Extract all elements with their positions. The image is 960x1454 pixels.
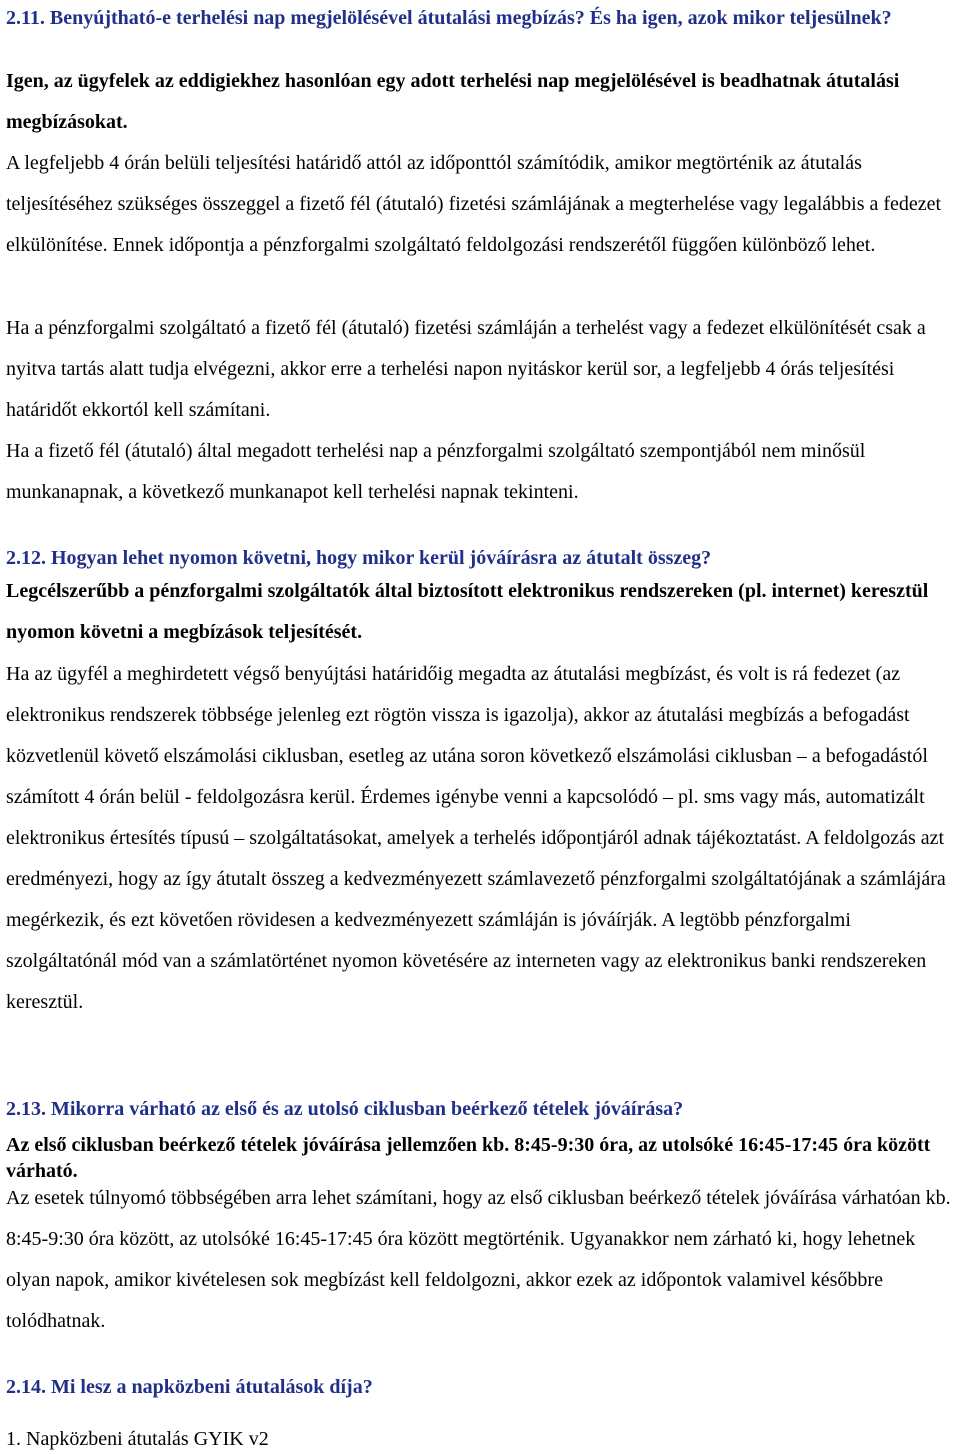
section-paragraph-2-12-1: Ha az ügyfél a meghirdetett végső benyújtási határidőig megadta az átutalási megbízást, és volt is rá fedezet (az elektronikus rendszerek többsége jelenleg ezt rögtön vissza is igazolja), akkor az átutalási megbízás a befogadást közvetlenül követő elszámolási ciklusban, esetleg az utána soron következő elszámolási ciklusban – a befogadástól számított 4 órán belül - feldolgozásra kerül. Érdemes igénybe venni a kapcsolódó – pl. sms vagy más, automatizált elektronikus értesítés típusú – szolgáltatásokat, amelyek a terhelés időpontjáról adnak tájékoztatást. A feldolgozás azt eredményezi, hogy az így átutalt összeg a kedvezményezett számlavezető pénzforgalmi szolgáltatójának a számlájára megérkezik, és ezt követően rövidesen a kedvezményezett számláján is jóváírják. A legtöbb pénzforgalmi szolgáltatónál mód van a számlatörténet nyomon követésére az interneten vagy az elektronikus banki rendszereken keresztül. <box>6 663 946 1013</box>
section-paragraph-2-11-1: A legfeljebb 4 órán belüli teljesítési határidő attól az időponttól számítódik, amikor megtörténik az átutalás teljesítéséhez szükséges összeggel a fizető fél (átutaló) fizetési számlájának a megterhelése vagy legalábbis a fedezet elkülönítése. Ennek időpontja a pénzforgalmi szolgáltató feldolgozási rendszerétől függően különböző lehet. <box>6 152 942 256</box>
section-heading-2-14: 2.14. Mi lesz a napközbeni átutalások díja? <box>6 1376 373 1398</box>
section-answer-2-13: Az első ciklusban beérkező tételek jóváírása jellemzően kb. 8:45-9:30 óra, az utolsóké 16:45-17:45 óra között várható. <box>6 1134 931 1182</box>
section-heading-2-11: 2.11. Benyújtható-e terhelési nap megjelölésével átutalási megbízás? És ha igen, azok mikor teljesülnek? <box>6 7 892 29</box>
section-heading-2-13: 2.13. Mikorra várható az első és az utolsó ciklusban beérkező tételek jóváírása? <box>6 1098 684 1120</box>
section-answer-2-12: Legcélszerűbb a pénzforgalmi szolgáltatók által biztosított elektronikus rendszereken (pl. internet) keresztül nyomon követni a megbízások teljesítését. <box>6 580 929 643</box>
page-footer: 1. Napközbeni átutalás GYIK v2 <box>6 1428 269 1450</box>
section-paragraph-2-11-3: Ha a fizető fél (átutaló) által megadott terhelési nap a pénzforgalmi szolgáltató szempontjából nem minősül munkanapnak, a következő munkanapot kell terhelési napnak tekinteni. <box>6 440 866 503</box>
section-answer-2-11: Igen, az ügyfelek az eddigiekhez hasonlóan egy adott terhelési nap megjelölésével is beadhatnak átutalási megbízásokat. <box>6 70 900 133</box>
section-paragraph-2-13-1: Az esetek túlnyomó többségében arra lehet számítani, hogy az első ciklusban beérkező tételek jóváírása várhatóan kb. 8:45-9:30 óra között, az utolsóké 16:45-17:45 óra között megtörténik. Ugyanakkor nem zárható ki, hogy lehetnek olyan napok, amikor kivételesen sok megbízást kell feldolgozni, akkor ezek az időpontok valamivel későbbre tolódhatnak. <box>6 1187 951 1332</box>
section-paragraph-2-11-2: Ha a pénzforgalmi szolgáltató a fizető fél (átutaló) fizetési számláján a terhelést vagy a fedezet elkülönítését csak a nyitva tartás alatt tudja elvégezni, akkor erre a terhelési napon nyitáskor kerül sor, a legfeljebb 4 órás teljesítési határidőt ekkortól kell számítani. <box>6 317 926 421</box>
section-heading-2-12: 2.12. Hogyan lehet nyomon követni, hogy mikor kerül jóváírásra az átutalt összeg? <box>6 547 712 569</box>
